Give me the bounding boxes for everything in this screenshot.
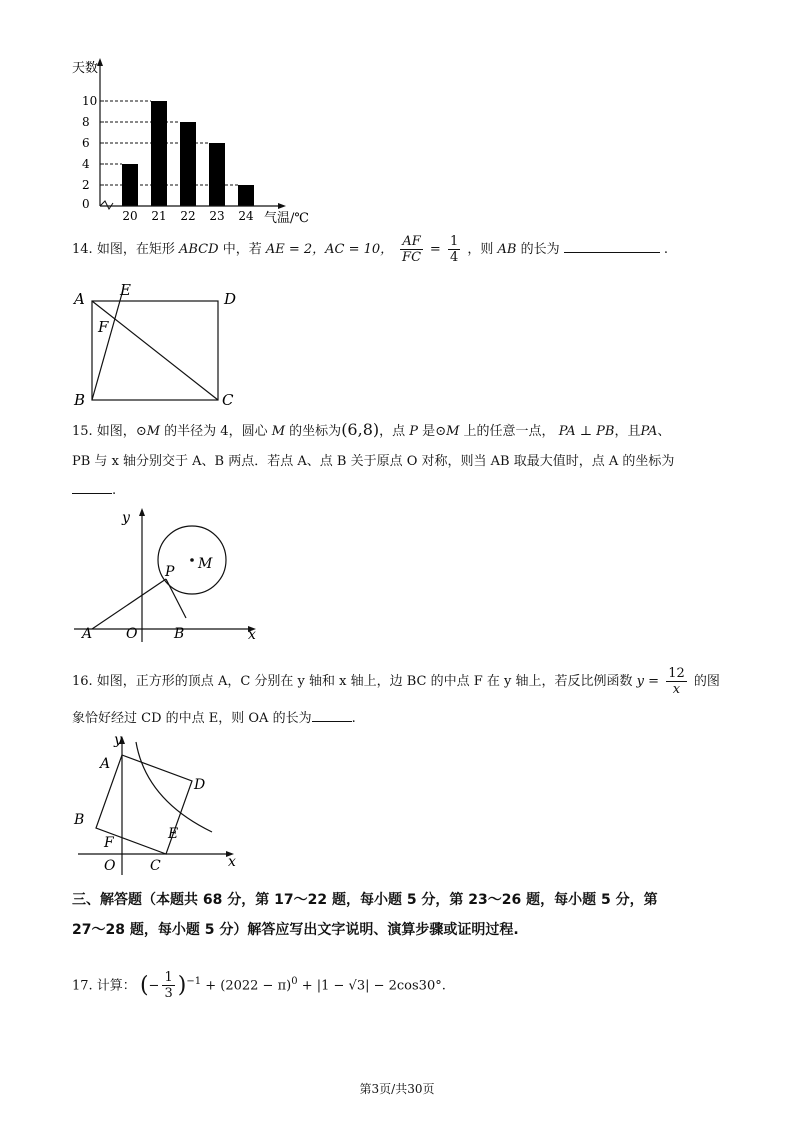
x-axis-title: 气温/℃ [264,211,309,226]
q14-frac-num: AF [402,234,421,249]
q15-line-2-text: PB 与 x 轴分别交于 A、B 两点．若点 A、点 B 关于原点 O 对称，则当 AB 取最大值时，点 A 的坐标为 [72,454,675,469]
q17-minus: − [148,978,160,994]
q14-val-den: 4 [449,250,459,265]
q14-text-2: 中，若 [222,242,262,257]
q15-text-g: ，且 [614,424,641,439]
q15-text-d: ，点 [379,424,406,439]
q15-circle-symbol: ⊙ [135,424,147,439]
x-axis-arrow [278,203,286,209]
q15-text-a: 15. 如图， [72,424,136,439]
label-a: A [100,756,111,772]
y-tick-label: 2 [82,178,90,192]
page-footer: 第3页/共30页 [359,1082,435,1096]
label-c: C [150,858,161,874]
question-15-line-2 [72,453,674,471]
label-e: E [120,281,131,299]
y-tick-label: 6 [82,136,90,150]
q16-func-den: x [672,682,681,697]
label-a: A [82,626,93,642]
label-o: O [104,858,116,874]
y-tick-label: 4 [82,157,90,171]
q15-circle-symbol-2: ⊙ [435,424,447,439]
q15-text-e: 是 [422,424,436,439]
y-tick-label: 8 [82,115,90,129]
q14-equals: = [429,242,441,257]
diagonal-ac [92,301,218,400]
label-d: D [194,777,206,793]
bar [151,101,167,206]
label-o: O [126,626,138,642]
q14-ab: AB [497,242,517,257]
q16-function-fraction [666,666,687,697]
q15-m: M [146,424,161,439]
q15-answer-blank [72,481,112,494]
section-3-line-2: 27～28 题，每小题 5 分）解答应写出文字说明、演算步骤或证明过程. [72,922,519,938]
axis-break [100,201,113,209]
q15-coordinate: (6,8) [341,420,380,439]
question-14 [72,234,668,265]
q16-answer-blank [312,709,352,722]
label-b: B [174,626,185,642]
x-tick-label: 21 [151,209,167,223]
q14-number: 14. [72,242,93,257]
q15-pa: PA [640,424,658,439]
q16-func-num: 12 [668,666,685,681]
q15-m-2: M [271,424,286,439]
q17-exp-2: 0 [291,976,298,987]
label-b: B [74,391,86,409]
y-axis-title: 天数 [72,61,99,76]
label-x: x [228,854,236,870]
label-d: D [224,290,237,308]
q17-end: . [441,978,446,994]
label-b: B [74,812,85,828]
y-tick-label: 10 [82,94,98,108]
q16-end: . [351,711,356,726]
q15-end: . [112,483,117,498]
bar [209,143,225,206]
label-f: F [104,835,114,851]
q17-frac-den: 3 [164,986,173,1002]
q14-answer-blank [564,240,660,253]
q14-conditions: AE = 2，AC = 10， [265,242,394,257]
q17-label: 17. 计算： [72,978,136,994]
q17-fraction [162,970,174,1001]
bar [122,164,138,206]
q14-text-4: 的长为 [520,242,560,257]
q17-paren-open: ( [139,972,149,998]
section-3-heading [72,886,658,944]
q14-end: . [663,242,669,257]
q16-figure [66,730,256,880]
q15-figure [66,504,266,644]
label-e: E [168,826,179,842]
q15-text-f: 上的任意一点， [463,424,555,439]
q14-text-1: 如图，在矩形 [96,242,175,257]
q17-exp-1: −1 [186,976,202,987]
q14-fraction-af-fc [400,234,422,265]
q14-fraction-value [448,234,460,265]
label-x: x [248,627,256,643]
question-16-line-2 [72,709,356,728]
q17-term-3: + |1 − √3| − 2cos30° [301,978,442,994]
q14-figure [66,280,256,410]
y-axis-arrow [139,508,145,516]
y-tick-label: 0 [82,197,90,211]
q15-p: P [409,424,419,439]
bar [180,122,196,206]
question-15-line-3 [72,481,116,500]
x-tick-label: 20 [122,209,138,223]
x-tick-label: 24 [238,209,254,223]
q15-perp: PA ⊥ PB [558,424,615,439]
q14-text-3: ，则 [467,242,494,257]
question-15-line-1 [72,421,670,441]
question-17: 17. 计算： (− $\frac{1}{3}$ )$^{-1} + (2022 - \pi)^0 + |1 - √3| - 2\cos 30^\circ$. [72,970,446,1002]
q16-line-1-text: 16. 如图，正方形的顶点 A，C 分别在 y 轴和 x 轴上，边 BC 的中点 F 在 y 轴上，若反比例函数 [72,674,633,689]
q17-paren-close: ) [177,972,187,998]
q14-rect-name: ABCD [178,242,219,257]
segment-pb [166,579,186,618]
bar-chart [60,52,330,228]
q16-line-2-text: 象恰好经过 CD 的中点 E，则 OA 的长为 [72,711,312,726]
center-m [190,558,194,562]
segment-be [92,290,123,400]
q15-m-3: M [446,424,460,439]
question-16-line-1 [72,666,720,697]
q15-text-h: 、 [657,424,671,439]
q17-frac-num: 1 [164,970,173,986]
q14-val-num: 1 [449,234,459,249]
x-tick-label: 23 [209,209,225,223]
q15-text-c: 的坐标为 [289,424,342,439]
q16-line-1-tail: 的图 [693,674,720,689]
q16-func-y: y [636,674,645,689]
q15-text-b: 的半径为 4，圆心 [164,424,268,439]
label-f: F [98,318,109,336]
label-y: y [122,510,130,526]
bar [238,185,254,206]
section-3-line-1: 三、解答题（本题共 68 分，第 17～22 题，每小题 5 分，第 23～26 题，每小题 5 分，第 [72,892,658,908]
label-a: A [74,290,85,308]
segment-pa [92,579,166,629]
q17-term-2: (2022 − π) [220,978,292,994]
label-m: M [198,556,213,572]
label-c: C [222,391,234,409]
label-y: y [114,732,122,748]
q16-equals: = [648,674,660,689]
x-tick-label: 22 [180,209,196,223]
q14-frac-den: FC [402,250,422,265]
label-p: P [165,564,175,580]
